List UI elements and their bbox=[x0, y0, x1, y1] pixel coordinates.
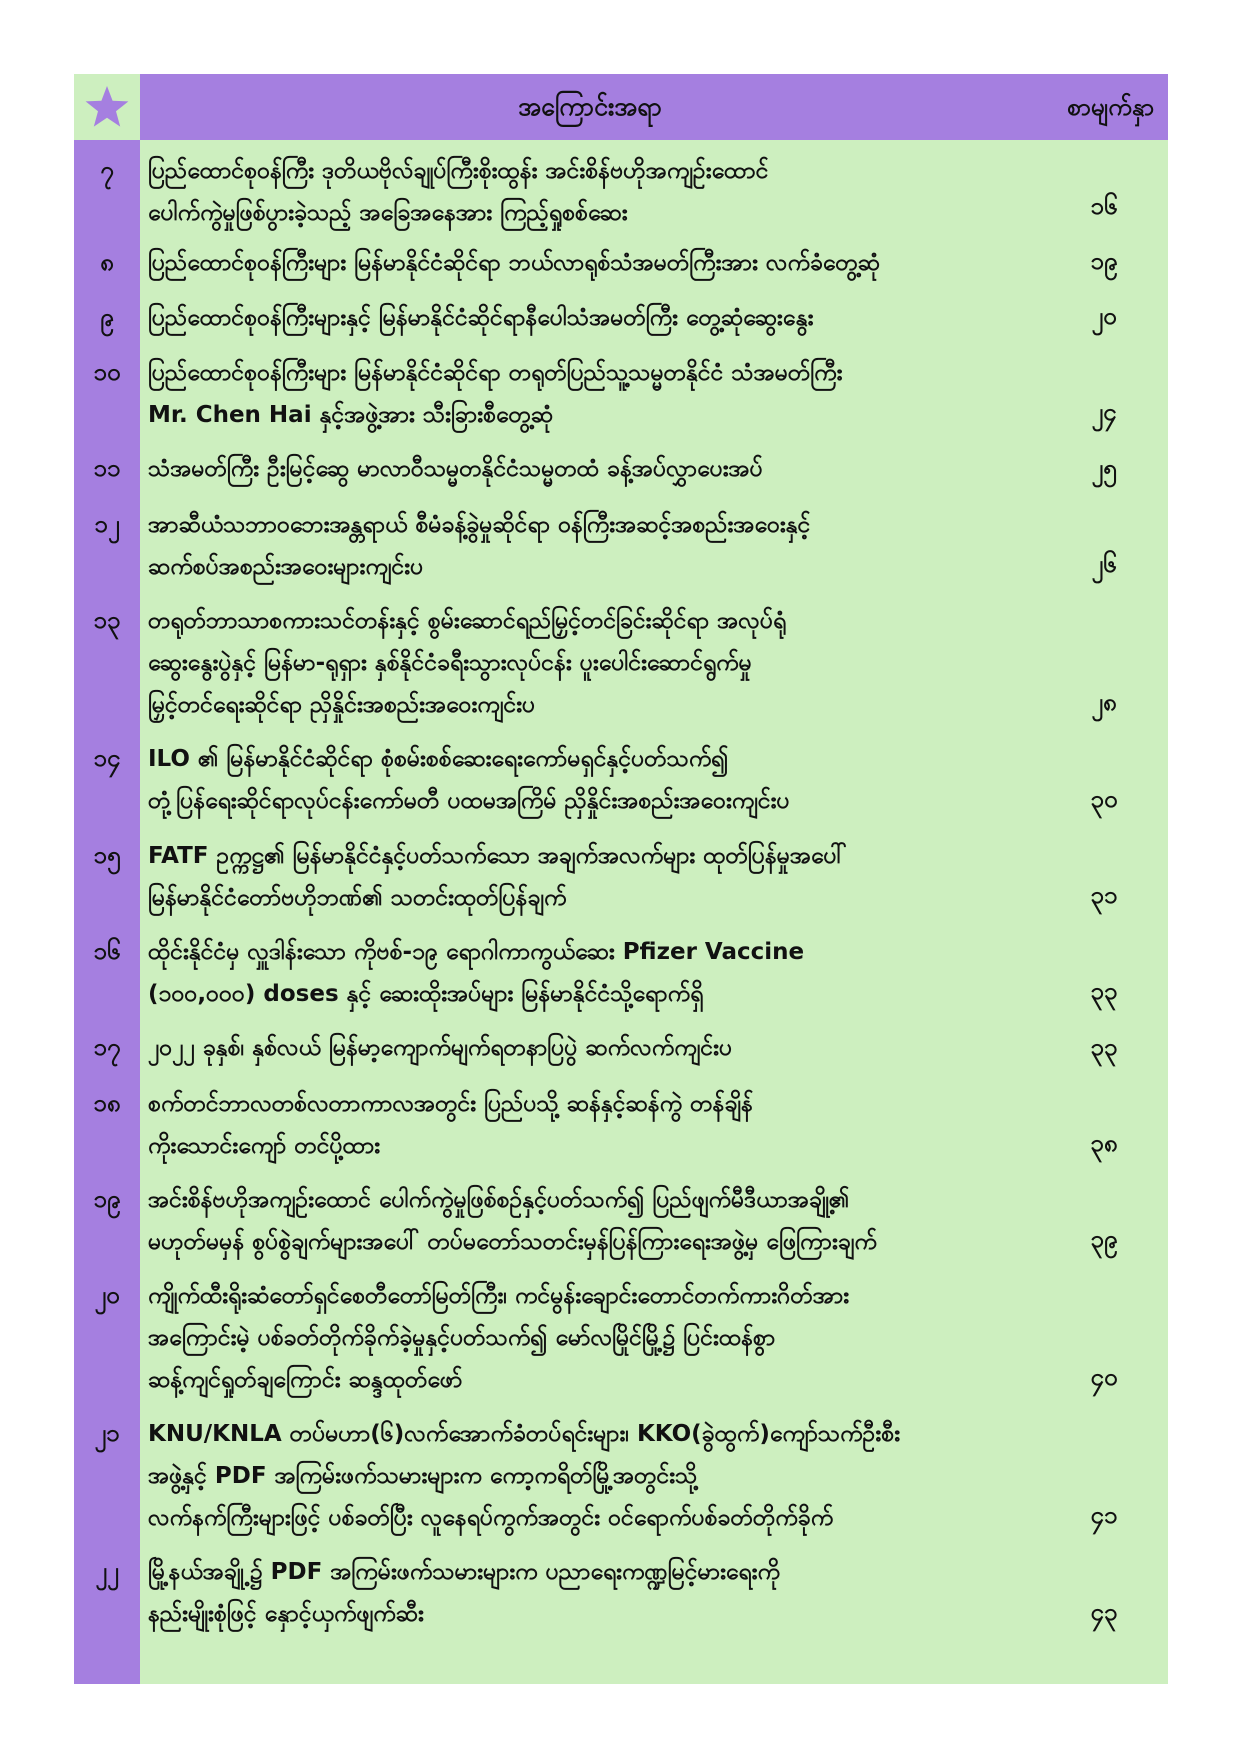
entry-title bbox=[148, 1179, 1048, 1263]
header-page-label: စာမျက်နှာ bbox=[1067, 93, 1154, 121]
entry-title-line: တုံ့ပြန်ရေးဆိုင်ရာလုပ်ငန်းကော်မတီ ပထမအကြိမ် ညှိနှိုင်းအစည်းအဝေးကျင်းပ bbox=[148, 788, 790, 814]
toc-entry[interactable] bbox=[74, 1265, 1168, 1403]
entry-title-line: မြှင့်တင်ရေးဆိုင်ရာ ညှိနှိုင်းအစည်းအဝေးကျင်းပ bbox=[148, 692, 536, 718]
entry-page-number: ၄၁ bbox=[1090, 1501, 1118, 1529]
entry-title bbox=[148, 600, 1048, 726]
entry-title-line: မြန်မာနိုင်ငံတော်ဗဟိုဘဏ်၏ သတင်းထုတ်ပြန်ချက် bbox=[148, 885, 567, 911]
entry-title bbox=[148, 448, 1048, 490]
entry-title bbox=[148, 1275, 1048, 1401]
toc-entry[interactable] bbox=[74, 1073, 1168, 1169]
toc-entry[interactable] bbox=[74, 342, 1168, 438]
entry-number: ၁၀ bbox=[93, 358, 121, 386]
entry-title-line: (၁၀၀,၀၀၀) doses နှင့် ဆေးထိုးအပ်များ မြန်မာနိုင်ငံသို့ရောက်ရှိ bbox=[148, 981, 704, 1007]
entry-page-number: ၄၃ bbox=[1090, 1598, 1118, 1626]
entry-page-number: ၄၀ bbox=[1090, 1363, 1118, 1391]
entry-title-line: တရုတ်ဘာသာစကားသင်တန်းနှင့် စွမ်းဆောင်ရည်မြှင့်တင်ခြင်းဆိုင်ရာ အလုပ်ရုံ bbox=[148, 608, 787, 634]
entry-title-line: ကိုးသောင်းကျော် တင်ပို့ထား bbox=[148, 1133, 381, 1159]
entry-number: ၁၇ bbox=[93, 1033, 121, 1061]
entry-number: ၁၁ bbox=[93, 454, 121, 482]
entry-title-line: လက်နက်ကြီးများဖြင့် ပစ်ခတ်ပြီး လူနေရပ်ကွက်အတွင်း ဝင်ရောက်ပစ်ခတ်တိုက်ခိုက် bbox=[148, 1505, 834, 1531]
entry-title-line: ထိုင်းနိုင်ငံမှ လှူဒါန်းသော ကိုဗစ်-၁၉ ရောဂါကာကွယ်ဆေး Pfizer Vaccine bbox=[148, 939, 805, 965]
entry-title-line: ပြည်ထောင်စုဝန်ကြီးများနှင့် မြန်မာနိုင်ငံဆိုင်ရာနီပေါသံအမတ်ကြီး တွေ့ဆုံဆွေးနွေး bbox=[148, 305, 814, 331]
entry-title-line: စက်တင်ဘာလတစ်လတာကာလအတွင်း ပြည်ပသို့ ဆန်နှင့်ဆန်ကွဲ တန်ချိန် bbox=[148, 1091, 753, 1117]
toc-entry[interactable] bbox=[74, 1403, 1168, 1541]
entry-title-line: အဖွဲ့နှင့် PDF အကြမ်းဖက်သမားများက ကော့ကရိတ်မြို့အတွင်းသို့ bbox=[148, 1463, 698, 1489]
entry-title-line: အာဆီယံသဘာဝဘေးအန္တရာယ် စီမံခန့်ခွဲမှုဆိုင်ရာ ဝန်ကြီးအဆင့်အစည်းအဝေးနှင့် bbox=[148, 512, 811, 538]
toc-entry[interactable] bbox=[74, 1541, 1168, 1638]
entry-title-line: ၂၀၂၂ ခုနှစ်၊ နှစ်လယ် မြန်မာ့ကျောက်မျက်ရတနာပြပွဲ ဆက်လက်ကျင်းပ bbox=[148, 1035, 733, 1061]
entry-title bbox=[148, 352, 1048, 436]
toc-entry[interactable] bbox=[74, 1169, 1168, 1265]
entry-page-number: ၃၉ bbox=[1090, 1225, 1118, 1253]
toc-entry[interactable] bbox=[74, 1017, 1168, 1073]
entry-page-number: ၁၆ bbox=[1090, 192, 1118, 220]
entry-title bbox=[148, 297, 1048, 339]
toc-entry[interactable] bbox=[74, 921, 1168, 1017]
entry-title-line: ပြည်ထောင်စုဝန်ကြီး ဒုတိယဗိုလ်ချုပ်ကြီးစိုးထွန်း အင်းစိန်ဗဟိုအကျဉ်းထောင် bbox=[148, 158, 769, 184]
entry-page-number: ၃၁ bbox=[1090, 881, 1118, 909]
entry-title-line: ပြည်ထောင်စုဝန်ကြီးများ မြန်မာနိုင်ငံဆိုင်ရာ တရုတ်ပြည်သူ့သမ္မတနိုင်ငံ သံအမတ်ကြီး bbox=[148, 360, 843, 386]
entry-title-line: နည်းမျိုးစုံဖြင့် နှောင့်ယှက်ဖျက်ဆီး bbox=[148, 1601, 424, 1627]
entry-number: ၁၉ bbox=[93, 1185, 121, 1213]
entry-number: ၈ bbox=[100, 248, 114, 276]
toc-entry[interactable] bbox=[74, 232, 1168, 287]
entry-page-number: ၂၀ bbox=[1091, 302, 1117, 330]
entry-title bbox=[148, 1551, 1048, 1635]
entry-number: ၇ bbox=[100, 156, 114, 184]
header-title: အကြောင်းအရာ bbox=[518, 92, 662, 121]
entry-page-number: ၂၈ bbox=[1091, 688, 1117, 716]
entry-number: ၉ bbox=[100, 303, 114, 331]
star-icon bbox=[84, 84, 130, 130]
entry-page-number: ၃၃ bbox=[1090, 1033, 1118, 1061]
entry-title-line: အကြောင်းမဲ့ ပစ်ခတ်တိုက်ခိုက်ခဲ့မှုနှင့်ပတ်သက်၍ မော်လမြိုင်မြို့၌ ပြင်းထန်စွာ bbox=[148, 1325, 776, 1351]
entry-number: ၁၅ bbox=[93, 841, 121, 869]
entry-title bbox=[148, 242, 1048, 284]
toc-entry[interactable] bbox=[74, 438, 1168, 494]
table-of-contents bbox=[74, 74, 1168, 1684]
entry-page-number: ၂၄ bbox=[1091, 398, 1117, 426]
toc-entry[interactable] bbox=[74, 287, 1168, 342]
entry-number: ၁၂ bbox=[94, 510, 120, 538]
entry-number: ၁၈ bbox=[93, 1089, 121, 1117]
entry-title bbox=[148, 835, 1048, 919]
toc-entry[interactable] bbox=[74, 494, 1168, 590]
toc-header bbox=[74, 74, 1168, 140]
entry-title bbox=[148, 931, 1048, 1015]
entry-title-line: ပေါက်ကွဲမှုဖြစ်ပွားခဲ့သည့် အခြေအနေအား ကြည့်ရှုစစ်ဆေး bbox=[148, 200, 628, 226]
entry-title-line: ဆန့်ကျင်ရှုတ်ချကြောင်း ဆန္ဒထုတ်ဖော် bbox=[148, 1367, 463, 1393]
entry-title-line: Mr. Chen Hai နှင့်အဖွဲ့အား သီးခြားစီတွေ့ဆုံ bbox=[148, 402, 554, 428]
entry-title-line: ဆွေးနွေးပွဲနှင့် မြန်မာ-ရုရှား နှစ်နိုင်ငံခရီးသွားလုပ်ငန်း ပူးပေါင်းဆောင်ရွက်မှု bbox=[148, 650, 752, 676]
entry-title-line: မြို့နယ်အချို့၌ PDF အကြမ်းဖက်သမားများက ပညာရေးကဏ္ဍမြင့်မားရေးကို bbox=[148, 1559, 780, 1585]
toc-entry[interactable] bbox=[74, 590, 1168, 728]
entry-number: ၁၄ bbox=[93, 744, 121, 772]
toc-entry[interactable] bbox=[74, 825, 1168, 921]
toc-entry[interactable] bbox=[74, 728, 1168, 825]
entry-title-line: မဟုတ်မမှန် စွပ်စွဲချက်များအပေါ် တပ်မတော်သတင်းမှန်ပြန်ကြားရေးအဖွဲ့မှ ဖြေကြားချက် bbox=[148, 1229, 877, 1255]
entry-number: ၂၁ bbox=[94, 1419, 120, 1447]
entry-number: ၂၀ bbox=[94, 1281, 120, 1309]
entry-title-line: သံအမတ်ကြီး ဦးမြင့်ဆွေ မာလာဝီသမ္မတနိုင်ငံသမ္မတထံ ခန့်အပ်လွှာပေးအပ် bbox=[148, 456, 763, 482]
toc-entries bbox=[74, 140, 1168, 1638]
star-box bbox=[74, 74, 140, 140]
entry-title-line: ILO ၏ မြန်မာနိုင်ငံဆိုင်ရာ စုံစမ်းစစ်ဆေးရေးကော်မရှင်နှင့်ပတ်သက်၍ bbox=[148, 746, 729, 772]
entry-title bbox=[148, 738, 1048, 822]
entry-title-line: အင်းစိန်ဗဟိုအကျဉ်းထောင် ပေါက်ကွဲမှုဖြစ်စဉ်နှင့်ပတ်သက်၍ ပြည်ဖျက်မီဒီယာအချို့၏ bbox=[148, 1187, 850, 1213]
entry-title bbox=[148, 1413, 1048, 1539]
entry-title-line: FATF ဥက္ကဋ္ဌ၏ မြန်မာနိုင်ငံနှင့်ပတ်သက်သော အချက်အလက်များ ထုတ်ပြန်မှုအပေါ် bbox=[148, 843, 848, 869]
entry-page-number: ၂၆ bbox=[1091, 550, 1117, 578]
entry-title-line: ကျိုက်ထီးရိုးဆံတော်ရှင်စေတီတော်မြတ်ကြီး၊ ကင်မွန်းချောင်းတောင်တက်ကားဂိတ်အား bbox=[148, 1283, 850, 1309]
entry-title-line: ပြည်ထောင်စုဝန်ကြီးများ မြန်မာနိုင်ငံဆိုင်ရာ ဘယ်လာရုစ်သံအမတ်ကြီးအား လက်ခံတွေ့ဆုံ bbox=[148, 250, 881, 276]
toc-entry[interactable] bbox=[74, 140, 1168, 232]
entry-page-number: ၁၉ bbox=[1090, 247, 1118, 275]
entry-page-number: ၂၅ bbox=[1091, 454, 1117, 482]
entry-title bbox=[148, 1027, 1048, 1069]
entry-page-number: ၃၀ bbox=[1090, 785, 1118, 813]
entry-title bbox=[148, 504, 1048, 588]
entry-number: ၁၆ bbox=[93, 937, 121, 965]
entry-title-line: ဆက်စပ်အစည်းအဝေးများကျင်းပ bbox=[148, 554, 424, 580]
entry-number: ၂၂ bbox=[95, 1557, 119, 1585]
entry-title bbox=[148, 1083, 1048, 1167]
entry-number: ၁၃ bbox=[93, 606, 121, 634]
entry-title bbox=[148, 150, 1048, 234]
entry-title-line: KNU/KNLA တပ်မဟာ(၆)လက်အောက်ခံတပ်ရင်းများ၊ KKO(ခွဲထွက်)ကျော်သက်ဦးစီး bbox=[148, 1421, 901, 1447]
entry-page-number: ၃၃ bbox=[1090, 977, 1118, 1005]
entry-page-number: ၃၈ bbox=[1090, 1129, 1118, 1157]
